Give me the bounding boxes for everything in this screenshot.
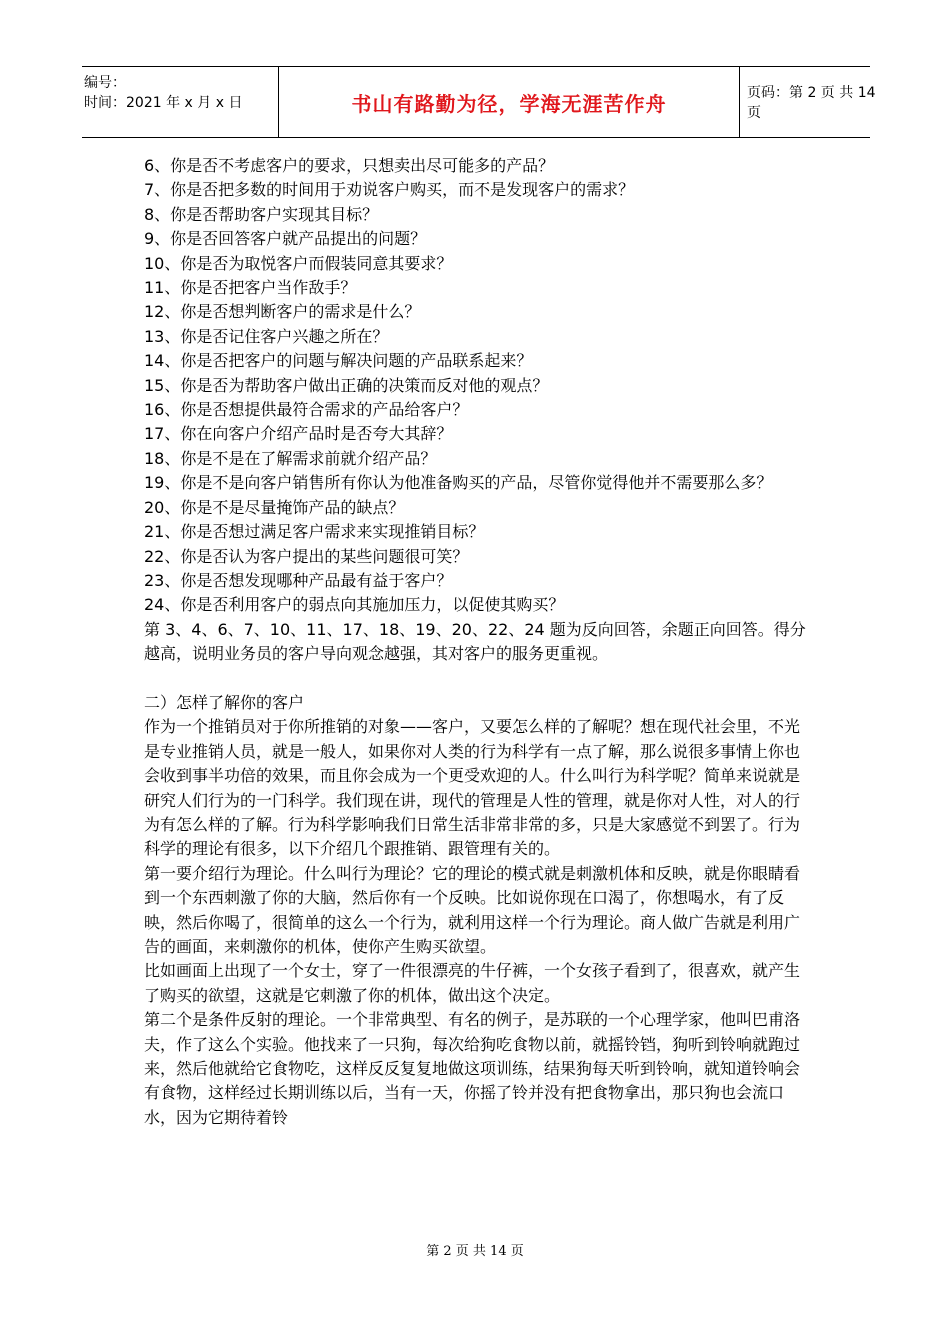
header-meta — [82, 67, 278, 137]
question-item: 16、你是否想提供最符合需求的产品给客户？ — [144, 400, 469, 420]
paragraph: 第一要介绍行为理论。什么叫行为理论？它的理论的模式就是刺激机体和反映，就是你眼睛看到一个东西刺激了你的大脑，然后你有一个反映。比如说你现在口渴了，你想喝水，有了反映，然后你喝了，很简单的这么一个行为，就利用这样一个行为理论。商人做广告就是利用广告的画面，来刺激你的机体，使你产生购买欲望。 — [144, 863, 801, 956]
header-page-info: 页码：第 2 页 共 14 页 — [747, 85, 876, 121]
question-item: 6、你是否不考虑客户的要求，只想卖出尽可能多的产品？ — [144, 156, 555, 175]
document-date: 时间：2021 年 x 月 x 日 — [84, 95, 243, 111]
question-item: 17、你在向客户介绍产品时是否夸大其辞？ — [144, 424, 453, 444]
question-item: 11、你是否把客户当作敌手？ — [144, 278, 357, 298]
paragraph: 第二个是条件反射的理论。一个非常典型、有名的例子，是苏联的一个心理学家，他叫巴甫洛夫，作了这么个实验。他找来了一只狗，每次给狗吃食物以前，就摇铃铛，狗听到铃响就跑过来，然后他就给它食物吃，这样反反复复地做这项训练，结果狗每天听到铃响，就知道铃响会有食物，这样经过长期训练以后，当有一天，你摇了铃并没有把食物拿出，那只狗也会流口水，因为它期待着铃 — [144, 1010, 801, 1127]
question-item: 18、你是不是在了解需求前就介绍产品？ — [144, 448, 437, 468]
document-number-label: 编号： — [84, 75, 126, 91]
paragraph: 作为一个推销员对于你所推销的对象——客户，又要怎么样的了解呢？想在现代社会里，不光是专业推销人员，就是一般人，如果你对人类的行为科学有一点了解，那么说很多事情上你也会收到事半功倍的效果，而且你会成为一个更受欢迎的人。什么叫行为科学呢？简单来说就是研究人们行为的一门科学。我们现在讲，现代的管理是人性的管理，就是你对人性，对人的行为有怎么样的了解。行为科学影响我们日常生活非常非常的多，只是大家感觉不到罢了。行为科学的理论有很多，以下介绍几个跟推销、跟管理有关的。 — [144, 717, 801, 859]
question-item: 14、你是否把客户的问题与解决问题的产品联系起来？ — [144, 351, 533, 371]
scoring-note: 第 3、4、6、7、10、11、17、18、19、20、22、24 题为反向回答，余题正向回答。得分越高，说明业务员的客户导向观念越强，其对客户的服务更重视。 — [144, 619, 806, 664]
paragraph: 比如画面上出现了一个女士，穿了一件很漂亮的牛仔裤，一个女孩子看到了，很喜欢，就产生了购买的欲望，这就是它刺激了你的机体，做出这个决定。 — [144, 961, 801, 1005]
question-item: 20、你是不是尽量掩饰产品的缺点？ — [144, 497, 405, 517]
question-item: 13、你是否记住客户兴趣之所在？ — [144, 326, 389, 346]
spacer — [144, 667, 812, 691]
question-item: 22、你是否认为客户提出的某些问题很可笑？ — [144, 546, 469, 566]
header-motto: 书山有路勤为径，学海无涯苦作舟 — [278, 67, 740, 137]
question-item: 15、你是否为帮助客户做出正确的决策而反对他的观点？ — [144, 375, 549, 395]
question-item: 23、你是否想发现哪种产品最有益于客户？ — [144, 570, 453, 590]
question-item: 7、你是否把多数的时间用于劝说客户购买，而不是发现客户的需求？ — [144, 180, 635, 200]
question-item: 12、你是否想判断客户的需求是什么？ — [144, 302, 421, 322]
page-footer: 第 2 页 共 14 页 — [426, 1244, 524, 1259]
question-item: 10、你是否为取悦客户而假装同意其要求？ — [144, 253, 453, 273]
question-item: 24、你是否利用客户的弱点向其施加压力，以促使其购买？ — [144, 595, 565, 615]
question-item: 8、你是否帮助客户实现其目标？ — [144, 204, 379, 224]
document-body — [144, 154, 812, 1130]
page-header — [82, 66, 876, 138]
question-item: 21、你是否想过满足客户需求来实现推销目标？ — [144, 522, 485, 542]
question-item: 19、你是不是向客户销售所有你认为他准备购买的产品，尽管你觉得他并不需要那么多？ — [144, 473, 773, 493]
section-title: 二）怎样了解你的客户 — [144, 692, 305, 712]
question-item: 9、你是否回答客户就产品提出的问题？ — [144, 229, 427, 249]
